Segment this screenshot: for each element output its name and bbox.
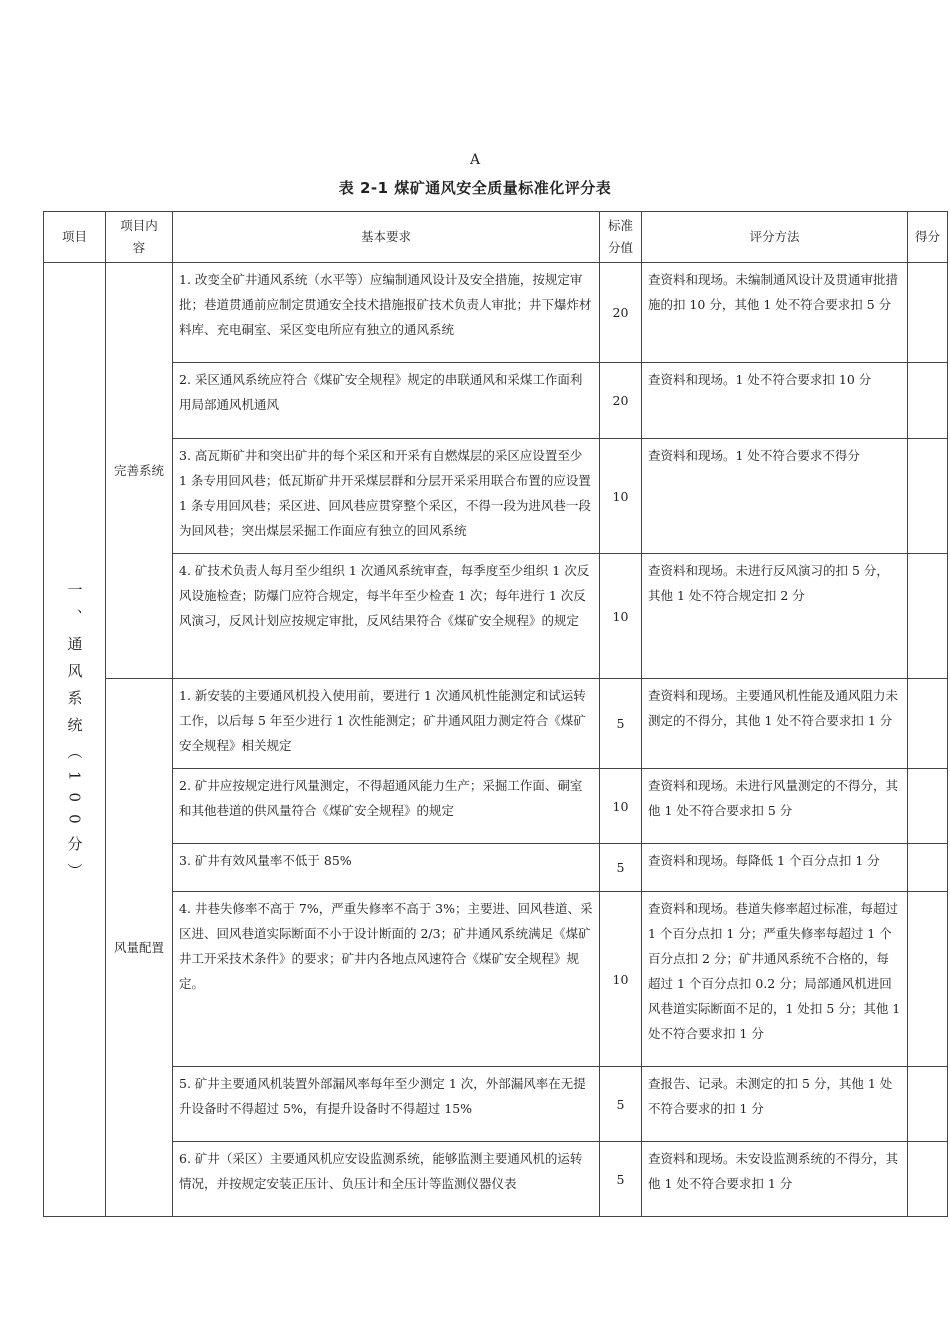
header-standard: 标准分值 bbox=[600, 212, 642, 263]
method-cell: 查资料和现场。未安设监测系统的不得分，其他 1 处不符合要求扣 1 分 bbox=[642, 1142, 908, 1217]
method-cell: 查资料和现场。每降低 1 个百分点扣 1 分 bbox=[642, 844, 908, 892]
method-cell: 查资料和现场。未进行风量测定的不得分，其他 1 处不符合要求扣 5 分 bbox=[642, 769, 908, 844]
page-letter: A bbox=[469, 152, 481, 168]
score-cell[interactable] bbox=[908, 679, 948, 769]
header-score: 得分 bbox=[908, 212, 948, 263]
table-row bbox=[44, 439, 948, 554]
method-cell: 查资料和现场。1 处不符合要求不得分 bbox=[642, 439, 908, 554]
table-row bbox=[44, 892, 948, 1067]
scoring-table bbox=[43, 211, 948, 1217]
score-cell[interactable] bbox=[908, 554, 948, 679]
table-title: 表 2-1 煤矿通风安全质量标准化评分表 bbox=[338, 179, 612, 197]
method-cell: 查资料和现场。1 处不符合要求扣 10 分 bbox=[642, 363, 908, 439]
score-cell[interactable] bbox=[908, 844, 948, 892]
group-name: 完善系统 bbox=[113, 462, 164, 478]
table-row bbox=[44, 844, 948, 892]
group-name: 风量配置 bbox=[113, 939, 164, 955]
table-row bbox=[44, 263, 948, 363]
method-cell: 查报告、记录。未测定的扣 5 分，其他 1 处不符合要求的扣 1 分 bbox=[642, 1067, 908, 1142]
table-row bbox=[44, 363, 948, 439]
method-cell: 查资料和现场。未进行反风演习的扣 5 分，其他 1 处不符合规定扣 2 分 bbox=[642, 554, 908, 679]
header-method: 评分方法 bbox=[642, 212, 908, 263]
score-cell[interactable] bbox=[908, 439, 948, 554]
requirement-cell: 2. 采区通风系统应符合《煤矿安全规程》规定的串联通风和采煤工作面利用局部通风机通风 bbox=[173, 363, 600, 439]
method-cell: 查资料和现场。巷道失修率超过标准，每超过 1 个百分点扣 1 分；严重失修率每超过 1 个百分点扣 2 分；矿井通风系统不合格的，每超过 1 个百分点扣 0.2 分；局部通风机进回风巷道实际断面不足的，1 处扣 5 分；其他 1 处不符合要求扣 1 分 bbox=[642, 892, 908, 1067]
requirement-cell: 1. 改变全矿井通风系统（水平等）应编制通风设计及安全措施，按规定审批；巷道贯通前应制定贯通安全技术措施报矿技术负责人审批；井下爆炸材料库、充电硐室、采区变电所应有独立的通风系统 bbox=[173, 263, 600, 363]
score-cell[interactable] bbox=[908, 1067, 948, 1142]
standard-cell: 10 bbox=[600, 439, 642, 554]
table-row bbox=[44, 769, 948, 844]
section-label: 一、通风系统（100分） bbox=[65, 581, 84, 890]
standard-cell: 5 bbox=[600, 1067, 642, 1142]
score-cell[interactable] bbox=[908, 769, 948, 844]
table-row bbox=[44, 1067, 948, 1142]
standard-cell: 20 bbox=[600, 263, 642, 363]
header-item: 项目 bbox=[44, 212, 106, 263]
table-row bbox=[44, 1142, 948, 1217]
standard-cell: 10 bbox=[600, 892, 642, 1067]
score-cell[interactable] bbox=[908, 892, 948, 1067]
standard-cell: 5 bbox=[600, 844, 642, 892]
group-cell bbox=[106, 679, 173, 1217]
score-cell[interactable] bbox=[908, 363, 948, 439]
standard-cell: 10 bbox=[600, 554, 642, 679]
standard-cell: 5 bbox=[600, 1142, 642, 1217]
header-content: 项目内容 bbox=[106, 212, 173, 263]
requirement-cell: 3. 矿井有效风量率不低于 85% bbox=[173, 844, 600, 892]
method-cell: 查资料和现场。未编制通风设计及贯通审批措施的扣 10 分，其他 1 处不符合要求扣 5 分 bbox=[642, 263, 908, 363]
standard-cell: 20 bbox=[600, 363, 642, 439]
standard-cell: 10 bbox=[600, 769, 642, 844]
table-row bbox=[44, 679, 948, 769]
score-cell[interactable] bbox=[908, 263, 948, 363]
requirement-cell: 4. 井巷失修率不高于 7%，严重失修率不高于 3%；主要进、回风巷道、采区进、回风巷道实际断面不小于设计断面的 2/3；矿井通风系统满足《煤矿井工开采技术条件》的要求；矿井内各地点风速符合《煤矿安全规程》规定。 bbox=[173, 892, 600, 1067]
header-row bbox=[44, 212, 948, 263]
requirement-cell: 3. 高瓦斯矿井和突出矿井的每个采区和开采有自燃煤层的采区应设置至少 1 条专用回风巷；低瓦斯矿井开采煤层群和分层开采采用联合布置的应设置 1 条专用回风巷；采区进、回风巷应贯穿整个采区，不得一段为进风巷一段为回风巷；突出煤层采掘工作面应有独立的回风系统 bbox=[173, 439, 600, 554]
requirement-cell: 1. 新安装的主要通风机投入使用前，要进行 1 次通风机性能测定和试运转工作，以后每 5 年至少进行 1 次性能测定；矿井通风阻力测定符合《煤矿安全规程》相关规定 bbox=[173, 679, 600, 769]
requirement-cell: 2. 矿井应按规定进行风量测定，不得超通风能力生产；采掘工作面、硐室和其他巷道的供风量符合《煤矿安全规程》的规定 bbox=[173, 769, 600, 844]
section-label-cell bbox=[44, 263, 106, 1217]
table-row bbox=[44, 554, 948, 679]
header-requirement: 基本要求 bbox=[173, 212, 600, 263]
method-cell: 查资料和现场。主要通风机性能及通风阻力未测定的不得分，其他 1 处不符合要求扣 1 分 bbox=[642, 679, 908, 769]
requirement-cell: 4. 矿技术负责人每月至少组织 1 次通风系统审查，每季度至少组织 1 次反风设施检查；防爆门应符合规定，每半年至少检查 1 次；每年进行 1 次反风演习，反风计划应按规定审批，反风结果符合《煤矿安全规程》的规定 bbox=[173, 554, 600, 679]
requirement-cell: 5. 矿井主要通风机装置外部漏风率每年至少测定 1 次，外部漏风率在无提升设备时不得超过 5%，有提升设备时不得超过 15% bbox=[173, 1067, 600, 1142]
standard-cell: 5 bbox=[600, 679, 642, 769]
requirement-cell: 6. 矿井（采区）主要通风机应安设监测系统，能够监测主要通风机的运转情况，并按规定安装正压计、负压计和全压计等监测仪器仪表 bbox=[173, 1142, 600, 1217]
group-cell bbox=[106, 263, 173, 679]
score-cell[interactable] bbox=[908, 1142, 948, 1217]
